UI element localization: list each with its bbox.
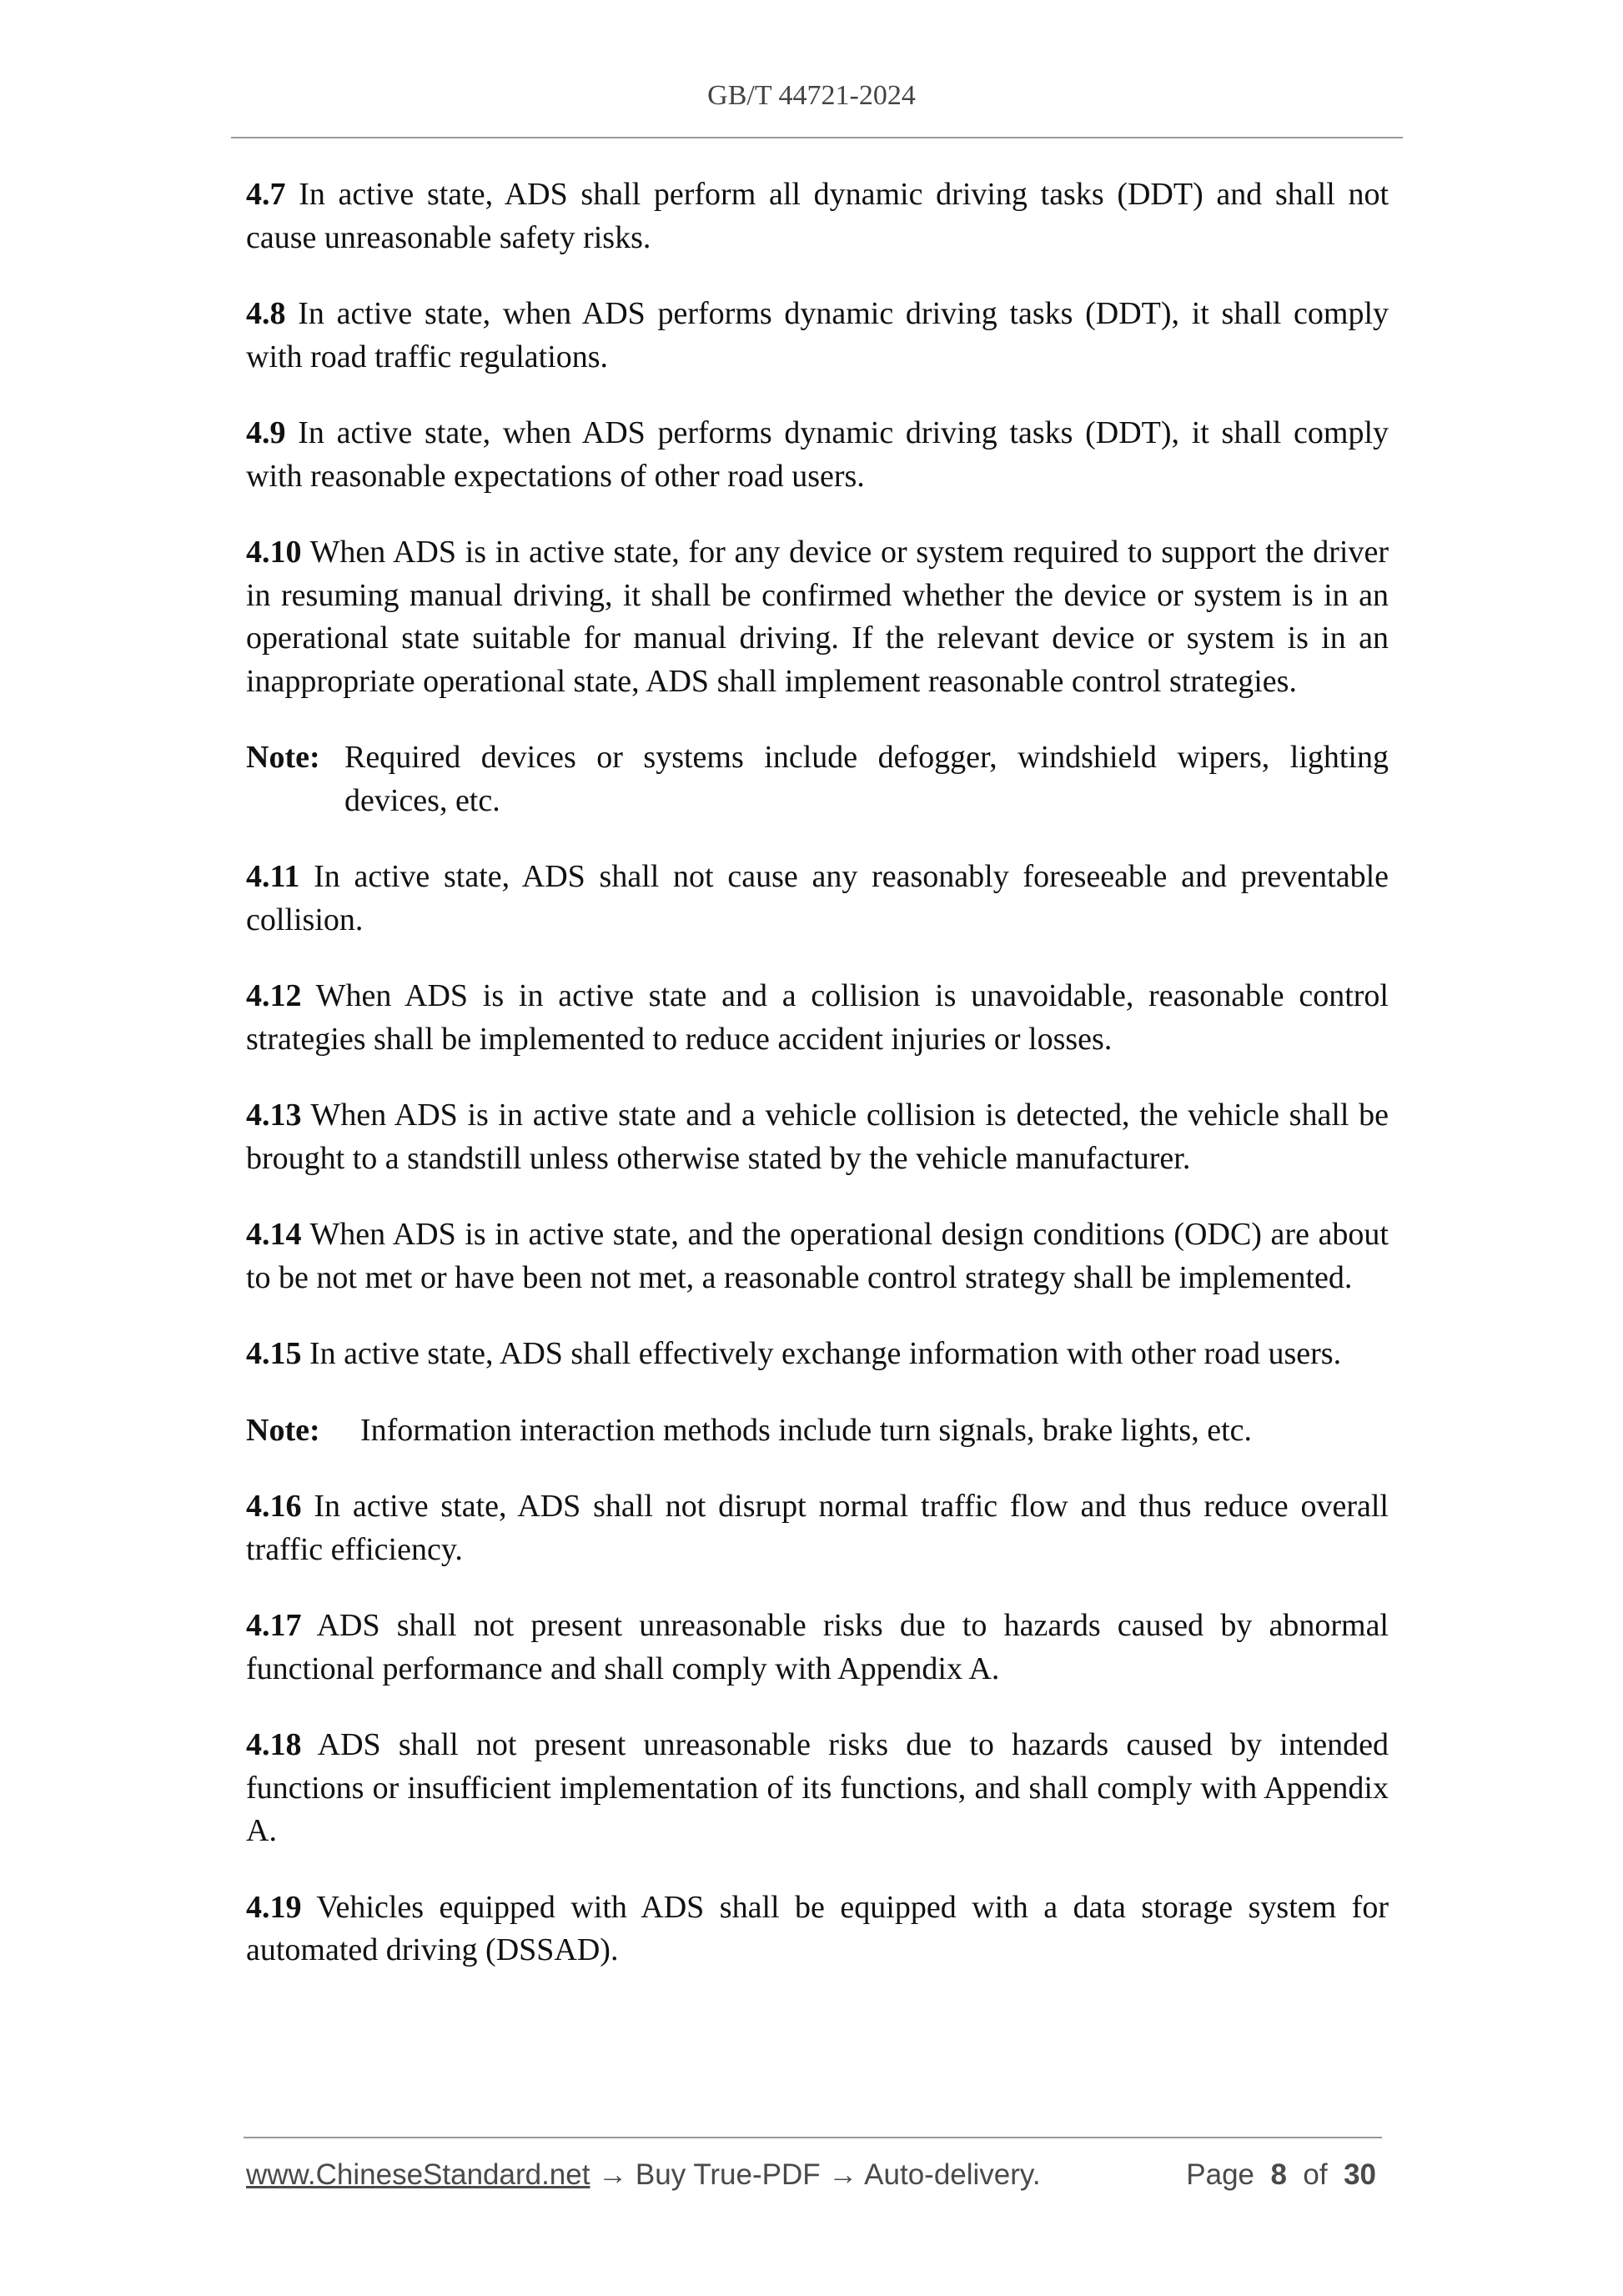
clause-4-16 xyxy=(246,1485,1389,1571)
clause-number: 4.10 xyxy=(246,535,302,570)
clause-4-18 xyxy=(246,1724,1389,1853)
clause-text: In active state, ADS shall not cause any reasonably foreseeable and preventable collision. xyxy=(246,859,1389,937)
note-text: Information interaction methods include turn signals, brake lights, etc. xyxy=(360,1412,1253,1448)
document-body xyxy=(246,173,1389,2006)
page-label: Page xyxy=(1186,2158,1255,2191)
clause-text: Vehicles equipped with ADS shall be equipped with a data storage system for automated driving (DSSAD). xyxy=(246,1889,1389,1967)
clause-4-17 xyxy=(246,1605,1389,1691)
clause-4-11 xyxy=(246,856,1389,942)
page-current: 8 xyxy=(1270,2158,1287,2191)
clause-number: 4.17 xyxy=(246,1608,302,1643)
clause-4-10 xyxy=(246,531,1389,703)
note-text: Required devices or systems include defogger, windshield wipers, lighting devices, etc. xyxy=(344,740,1389,818)
clause-number: 4.8 xyxy=(246,296,286,331)
clause-4-14 xyxy=(246,1213,1389,1299)
note-required-devices xyxy=(246,736,1389,822)
page-indicator xyxy=(1186,2158,1376,2192)
clause-4-7 xyxy=(246,173,1389,259)
page-header-standard-code: GB/T 44721-2024 xyxy=(707,80,916,111)
clause-number: 4.9 xyxy=(246,415,286,450)
clause-number: 4.16 xyxy=(246,1489,302,1524)
site-link[interactable]: www.ChineseStandard.net xyxy=(246,2158,590,2191)
clause-4-12 xyxy=(246,975,1389,1061)
note-label: Note: xyxy=(246,1412,320,1448)
header-divider xyxy=(231,137,1403,138)
clause-4-13 xyxy=(246,1094,1389,1180)
clause-4-8 xyxy=(246,293,1389,379)
clause-text: When ADS is in active state, for any device or system required to support the driver in resuming manual driving, it shall be confirmed whether the device or system is in an operational state suitable for manual driving. If the relevant device or system is in an inappropriate operational state, ADS shall implement reasonable control strategies. xyxy=(246,535,1389,699)
clause-number: 4.12 xyxy=(246,978,302,1013)
page-of: of xyxy=(1303,2158,1328,2191)
clause-number: 4.7 xyxy=(246,177,286,212)
clause-number: 4.18 xyxy=(246,1727,302,1762)
footer-tagline: → Buy True-PDF → Auto-delivery. xyxy=(590,2158,1041,2191)
clause-text: ADS shall not present unreasonable risks due to hazards caused by intended functions or insufficient implementation of its functions, and shall comply with Appendix A. xyxy=(246,1727,1389,1848)
note-information-interaction xyxy=(246,1409,1389,1453)
clause-text: In active state, ADS shall not disrupt normal traffic flow and thus reduce overall traffic efficiency. xyxy=(246,1489,1389,1567)
clause-text: In active state, ADS shall perform all dynamic driving tasks (DDT) and shall not cause unreasonable safety risks. xyxy=(246,177,1389,255)
clause-number: 4.15 xyxy=(246,1336,302,1371)
footer-divider xyxy=(244,2137,1382,2138)
clause-number: 4.14 xyxy=(246,1217,302,1252)
clause-text: When ADS is in active state and a vehicle collision is detected, the vehicle shall be brought to a standstill unless otherwise stated by the vehicle manufacturer. xyxy=(246,1098,1389,1176)
clause-number: 4.13 xyxy=(246,1098,302,1133)
note-label: Note: xyxy=(246,740,320,775)
clause-text: In active state, ADS shall effectively exchange information with other road users. xyxy=(309,1336,1342,1371)
footer-promo xyxy=(246,2158,1041,2192)
clause-number: 4.11 xyxy=(246,859,300,894)
clause-text: In active state, when ADS performs dynamic driving tasks (DDT), it shall comply with road traffic regulations. xyxy=(246,296,1389,374)
clause-4-19 xyxy=(246,1887,1389,1972)
clause-number: 4.19 xyxy=(246,1889,302,1925)
clause-text: ADS shall not present unreasonable risks due to hazards caused by abnormal functional performance and shall comply with Appendix A. xyxy=(246,1608,1389,1686)
page-total: 30 xyxy=(1344,2158,1376,2191)
clause-4-15 xyxy=(246,1333,1389,1376)
clause-text: In active state, when ADS performs dynamic driving tasks (DDT), it shall comply with reasonable expectations of other road users. xyxy=(246,415,1389,494)
clause-text: When ADS is in active state, and the operational design conditions (ODC) are about to be not met or have been not met, a reasonable control strategy shall be implemented. xyxy=(246,1217,1389,1295)
clause-4-9 xyxy=(246,412,1389,498)
clause-text: When ADS is in active state and a collision is unavoidable, reasonable control strategies shall be implemented to reduce accident injuries or losses. xyxy=(246,978,1389,1057)
